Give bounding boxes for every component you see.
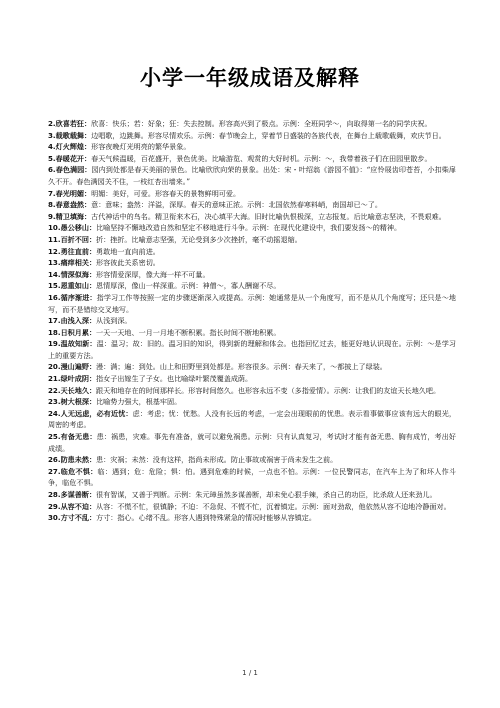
entry-number: 13. <box>48 258 61 268</box>
entry-number: 25. <box>48 432 61 442</box>
entry-number: 10. <box>48 223 61 233</box>
entry-explanation: 比喻势力强大，根基牢固。 <box>96 397 182 407</box>
entry-number: 17. <box>48 316 61 326</box>
idiom-entry <box>48 396 456 408</box>
entry-idiom: 恩重如山： <box>60 281 97 291</box>
entry-explanation: 方寸：指心。心绪不乱。形容人遇到特殊紧急的情况时能够从容镇定。 <box>96 513 316 523</box>
idiom-entry <box>48 292 456 315</box>
idiom-entry <box>48 153 456 165</box>
entry-number: 11. <box>48 234 61 244</box>
entry-idiom: 载歌载舞： <box>55 130 92 140</box>
entry-idiom: 方寸不乱： <box>60 513 97 523</box>
entry-idiom: 春暖花开： <box>55 153 92 163</box>
entry-idiom: 由浅入深： <box>60 316 97 326</box>
entry-explanation: 折：挫折。比喻意志坚强，无论受到多少次挫折，毫不动摇退缩。 <box>96 234 302 244</box>
entry-idiom: 春意盎然： <box>55 200 92 210</box>
idiom-entry <box>48 431 456 454</box>
entry-number: 4. <box>48 142 56 152</box>
entry-number: 26. <box>48 455 61 465</box>
entry-explanation: 很有智谋，又善于判断。示例：朱元璋虽然多谋善断，却未免心狠手辣，杀自己的功臣，比杀敌人还来劲儿。 <box>96 490 437 499</box>
page-title: 小学一年级成语及解释 <box>140 66 360 90</box>
entry-explanation: 明媚：美好，可爱。形容春天的景物鲜明可爱。 <box>91 188 241 198</box>
idiom-entry <box>48 199 456 211</box>
entry-number: 21. <box>48 374 61 384</box>
entry-explanation: 指女子出嫁生了子女。也比喻绿叶繁茂覆盖成荫。 <box>96 374 253 384</box>
entry-number: 27. <box>48 466 61 476</box>
idiom-entry <box>48 489 456 501</box>
entry-number: 16. <box>48 292 61 302</box>
entry-idiom: 漫山遍野： <box>60 362 97 372</box>
entry-idiom: 痛痒相关： <box>60 258 97 268</box>
entry-explanation: 温：温习；故：旧的。温习旧的知识，得到新的理解和体会。也指回忆过去，能更好地认识现在。示例：～是学习上的重要方法。 <box>48 339 456 360</box>
entry-explanation: 古代神话中的鸟名。精卫衔来木石，决心填平大海。旧时比喻仇恨极深，立志报复。后比喻意志坚决，不畏艰难。 <box>91 211 446 221</box>
entry-number: 9. <box>48 211 56 221</box>
entry-number: 14. <box>48 269 61 279</box>
entry-explanation: 从浅到深。 <box>96 316 132 326</box>
entry-number: 8. <box>48 200 56 210</box>
entry-number: 30. <box>48 513 61 523</box>
entry-explanation: 患：祸患，灾难。事先有准备，就可以避免祸患。示例：只有认真复习，考试时才能有备无患、胸有成竹，考出好成绩。 <box>48 432 456 453</box>
entry-idiom: 勇往直前： <box>60 246 97 256</box>
entry-idiom: 灯火辉煌： <box>55 142 92 152</box>
entry-explanation: 患：灾祸；未然：没有这样，指尚未形成。防止事故或祸害于尚未发生之前。 <box>96 455 338 465</box>
idiom-entry <box>48 257 456 269</box>
entry-idiom: 温故知新： <box>60 339 97 349</box>
entry-explanation: 临：遇到；危：危险；惧：怕。遇到危难的时候，一点也不怕。示例：一位民警同志，在汽车上为了和坏人作斗争，临危不惧。 <box>48 466 456 488</box>
entry-number: 2. <box>48 119 56 128</box>
entry-number: 7. <box>48 188 56 198</box>
idiom-entry <box>48 512 456 524</box>
entry-idiom: 精卫填海： <box>55 211 92 221</box>
page-number: 1 / 1 <box>242 669 258 677</box>
idiom-entry <box>48 373 456 385</box>
entry-explanation: 比喻坚持不懈地改造自然和坚定不移地进行斗争。示例：在现代化建设中，我们要发扬～的精神。 <box>96 223 402 233</box>
entry-explanation: 跟天和地存在的时间那样长。形容时间悠久。也形容永远不变（多指爱情）。示例：让我们的友谊天长地久吧。 <box>96 385 441 395</box>
entry-idiom: 树大根深： <box>60 397 97 407</box>
idiom-entry <box>48 466 456 489</box>
entry-explanation: 形容彼此关系密切。 <box>96 258 160 268</box>
entry-idiom: 循序渐进： <box>60 292 97 302</box>
idiom-entry <box>48 408 456 431</box>
entry-number: 24. <box>48 408 61 418</box>
entry-number: 28. <box>48 490 61 499</box>
entry-explanation: 漫：满；遍：到处。山上和田野里到处都是。形容很多。示例：春天来了，～都披上了绿装。 <box>96 362 387 372</box>
entry-explanation: 边唱歌，边跳舞。形容尽情欢乐。示例：春节晚会上，穿着节日盛装的各族代表，在舞台上载歌载舞，欢庆节日。 <box>91 130 446 140</box>
idiom-entry <box>48 246 456 258</box>
idiom-entry <box>48 361 456 373</box>
entry-idiom: 百折不回： <box>60 234 97 244</box>
entry-idiom: 春光明媚： <box>55 188 92 198</box>
entry-idiom: 春色满园： <box>55 165 92 175</box>
entry-idiom: 绿叶成阴： <box>60 374 97 384</box>
idiom-entry <box>48 280 456 292</box>
entry-explanation: 意：意味；盎然：洋溢，深厚。春天的意味正浓。示例：北国依然春寒料峭，南国却已～了。 <box>91 200 382 210</box>
idiom-entry <box>48 501 456 513</box>
entry-idiom: 情深似海： <box>60 269 97 279</box>
entry-number: 12. <box>48 246 61 256</box>
idiom-entry <box>48 315 456 327</box>
idiom-entry <box>48 454 456 466</box>
entry-explanation: 勇敢地一直向前进。 <box>96 246 160 256</box>
entry-explanation: 形容夜晚灯光明亮的繁华景象。 <box>91 142 191 152</box>
entry-explanation: 虑：考虑；忧：忧愁。人没有长远的考虑，一定会出现眼前的忧患。表示看事做事应该有远大的眼光，周密的考虑。 <box>48 408 457 430</box>
entry-idiom: 欣喜若狂： <box>55 119 92 128</box>
entry-number: 20. <box>48 362 61 372</box>
entry-number: 3. <box>48 130 56 140</box>
entry-idiom: 愚公移山： <box>60 223 97 233</box>
entry-idiom: 天长地久： <box>60 385 97 395</box>
entry-number: 15. <box>48 281 61 291</box>
idiom-entry <box>48 211 456 223</box>
entry-idiom: 多谋善断： <box>60 490 97 499</box>
entry-explanation: 园内到处都是春天美丽的景色。比喻欣欣向荣的景象。出处：宋・叶绍翁《游园不值》：“应怜屐齿印苍苔，小扣柴扉久不开。春色满园关不住，一枝红杏出墙来。” <box>48 165 457 186</box>
idiom-entry <box>48 327 456 339</box>
entry-idiom: 临危不惧： <box>60 466 98 476</box>
entry-number: 23. <box>48 397 61 407</box>
idiom-entry <box>48 338 456 361</box>
entry-explanation: 恩情厚深，像山一样深重。示例：神僧～，寡人酬谢不尽。 <box>96 281 281 291</box>
entry-number: 29. <box>48 501 61 511</box>
entry-idiom: 有备无患： <box>60 432 97 442</box>
entry-explanation: 春天气候温暖，百花盛开，景色优美。比喻游览、观赏的大好时机。示例：～，我带着孩子们在田园里散步。 <box>91 153 432 163</box>
entry-idiom: 人无远虑，必有近忧： <box>60 408 133 418</box>
entry-explanation: 形容情爱深厚，像大海一样不可量。 <box>96 269 210 279</box>
entry-idiom: 日积月累： <box>60 327 97 337</box>
entry-number: 22. <box>48 385 61 395</box>
entry-explanation: 从容：不慌不忙，很镇静；不迫：不急促、不慌不忙，沉着镇定。示例：面对劲敌，他依然从容不迫地冷静面对。 <box>96 501 451 511</box>
entry-idiom: 从容不迫： <box>60 501 97 511</box>
idiom-entry <box>48 130 456 142</box>
idiom-entry <box>48 141 456 153</box>
entry-number: 5. <box>48 153 56 163</box>
entry-explanation: 指学习工作等按照一定的步骤逐渐深入或提高。示例：她通常是从一个角度写，而不是从几个角度写；还只是～地写，而不是错综交叉地写。 <box>48 292 456 314</box>
entry-number: 19. <box>48 339 61 349</box>
entry-idiom: 防患未然： <box>60 455 97 465</box>
idiom-entry <box>48 222 456 234</box>
entry-number: 6. <box>48 165 56 175</box>
idiom-list <box>48 118 456 524</box>
idiom-entry <box>48 118 456 130</box>
entry-explanation: 一天一天地、一月一月地不断积累。指长时间不断地积累。 <box>96 327 281 337</box>
idiom-entry <box>48 269 456 281</box>
entry-number: 18. <box>48 327 61 337</box>
idiom-entry <box>48 385 456 397</box>
entry-explanation: 欣喜：快乐；若：好象；狂：失去控制。形容高兴到了极点。示例：全班同学～，向取得第一名的同学庆祝。 <box>91 119 432 128</box>
idiom-entry <box>48 188 456 200</box>
idiom-entry <box>48 234 456 246</box>
idiom-entry <box>48 164 456 187</box>
